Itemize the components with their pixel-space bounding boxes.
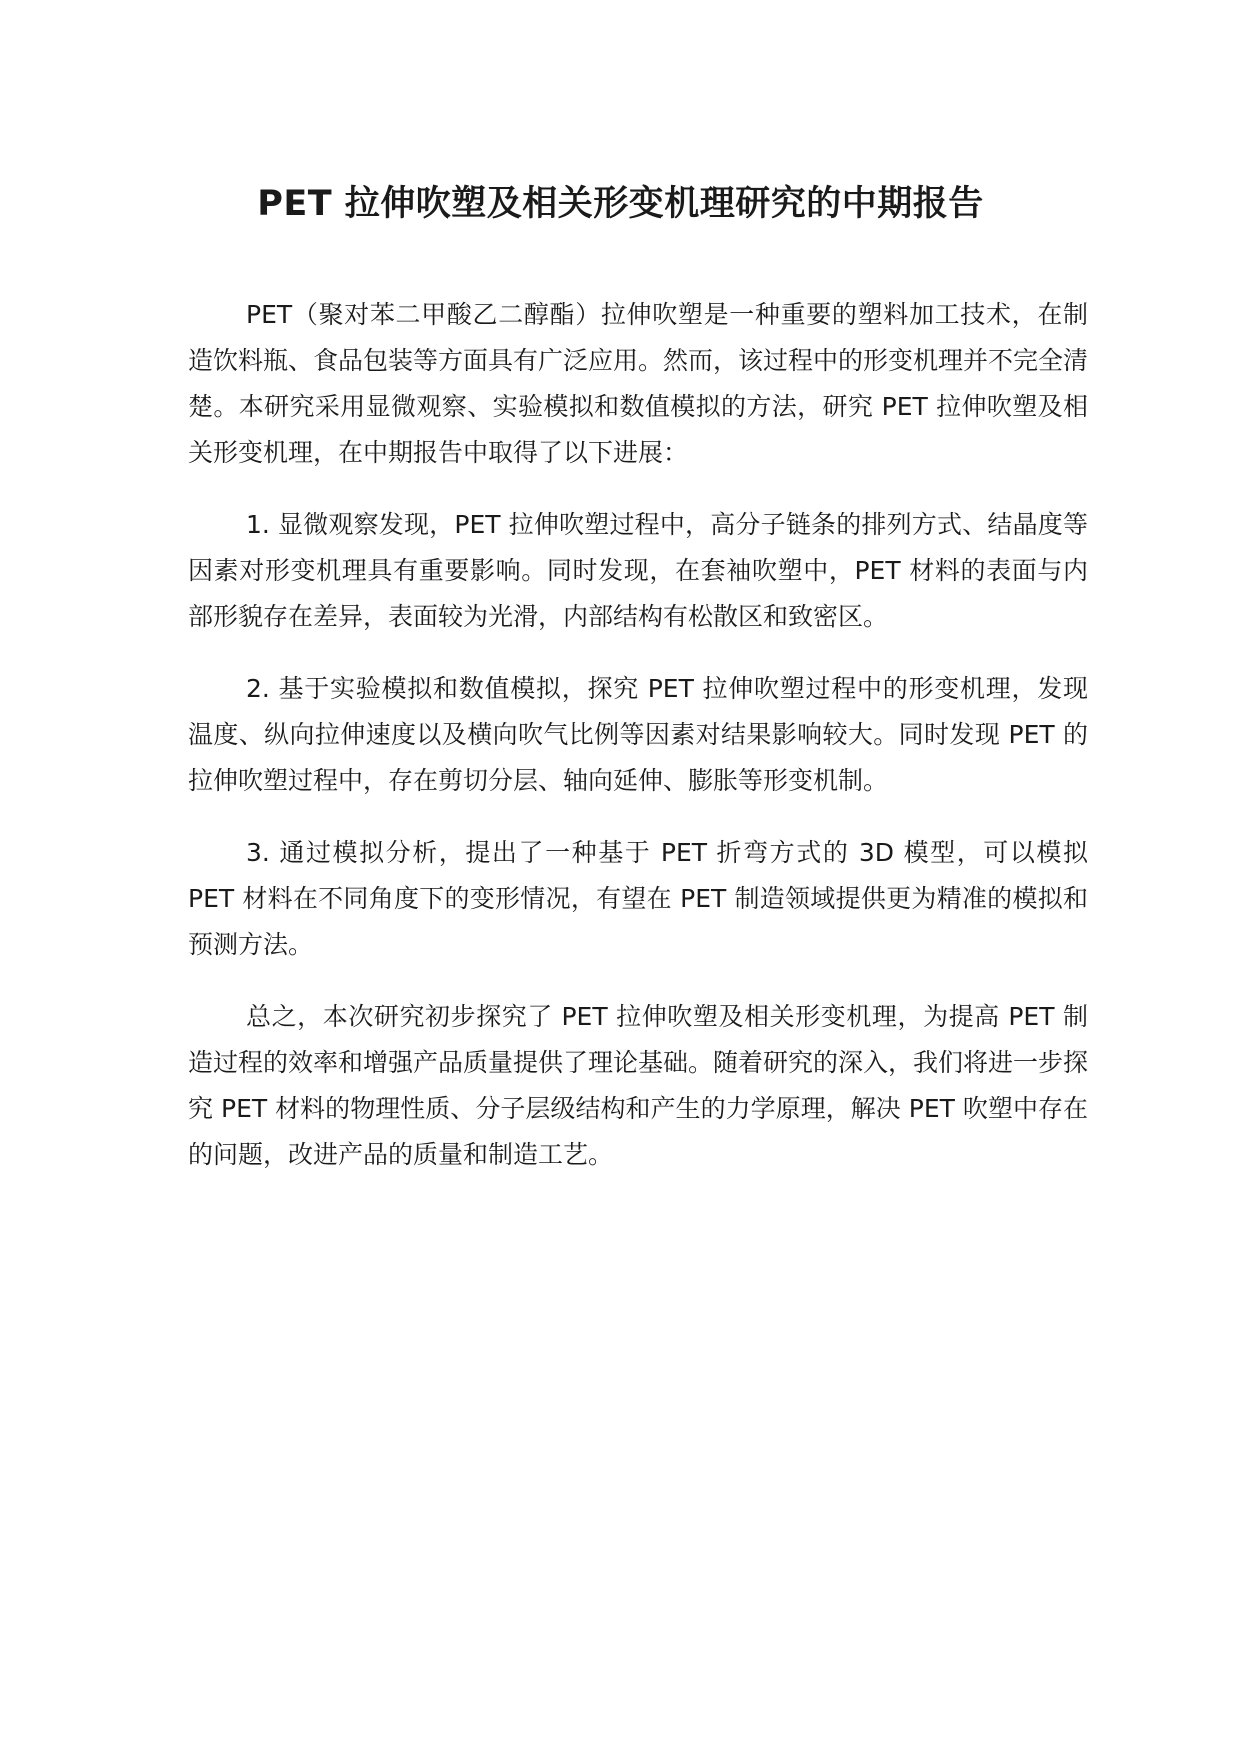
intro-paragraph: PET（聚对苯二甲酸乙二醇酯）拉伸吹塑是一种重要的塑料加工技术，在制造饮料瓶、食品包装等方面具有广泛应用。然而，该过程中的形变机理并不完全清楚。本研究采用显微观察、实验模拟和数值模拟的方法，研究 PET 拉伸吹塑及相关形变机理，在中期报告中取得了以下进展：	[188, 300, 1089, 467]
document-body	[188, 292, 1088, 1204]
document-title: PET 拉伸吹塑及相关形变机理研究的中期报告	[257, 184, 984, 224]
finding-paragraph-1: 1. 显微观察发现，PET 拉伸吹塑过程中，高分子链条的排列方式、结晶度等因素对形变机理具有重要影响。同时发现，在套袖吹塑中，PET 材料的表面与内部形貌存在差异，表面较为光滑，内部结构有松散区和致密区。	[188, 510, 1088, 631]
conclusion-paragraph: 总之，本次研究初步探究了 PET 拉伸吹塑及相关形变机理，为提高 PET 制造过程的效率和增强产品质量提供了理论基础。随着研究的深入，我们将进一步探究 PET 材料的物理性质、分子层级结构和产生的力学原理，解决 PET 吹塑中存在的问题，改进产品的质量和制造工艺。	[188, 1002, 1089, 1169]
finding-paragraph-3: 3. 通过模拟分析，提出了一种基于 PET 折弯方式的 3D 模型，可以模拟 PET 材料在不同角度下的变形情况，有望在 PET 制造领域提供更为精准的模拟和预测方法。	[188, 838, 1088, 959]
finding-paragraph-2: 2. 基于实验模拟和数值模拟，探究 PET 拉伸吹塑过程中的形变机理，发现温度、纵向拉伸速度以及横向吹气比例等因素对结果影响较大。同时发现 PET 的拉伸吹塑过程中，存在剪切分层、轴向延伸、膨胀等形变机制。	[188, 674, 1088, 795]
